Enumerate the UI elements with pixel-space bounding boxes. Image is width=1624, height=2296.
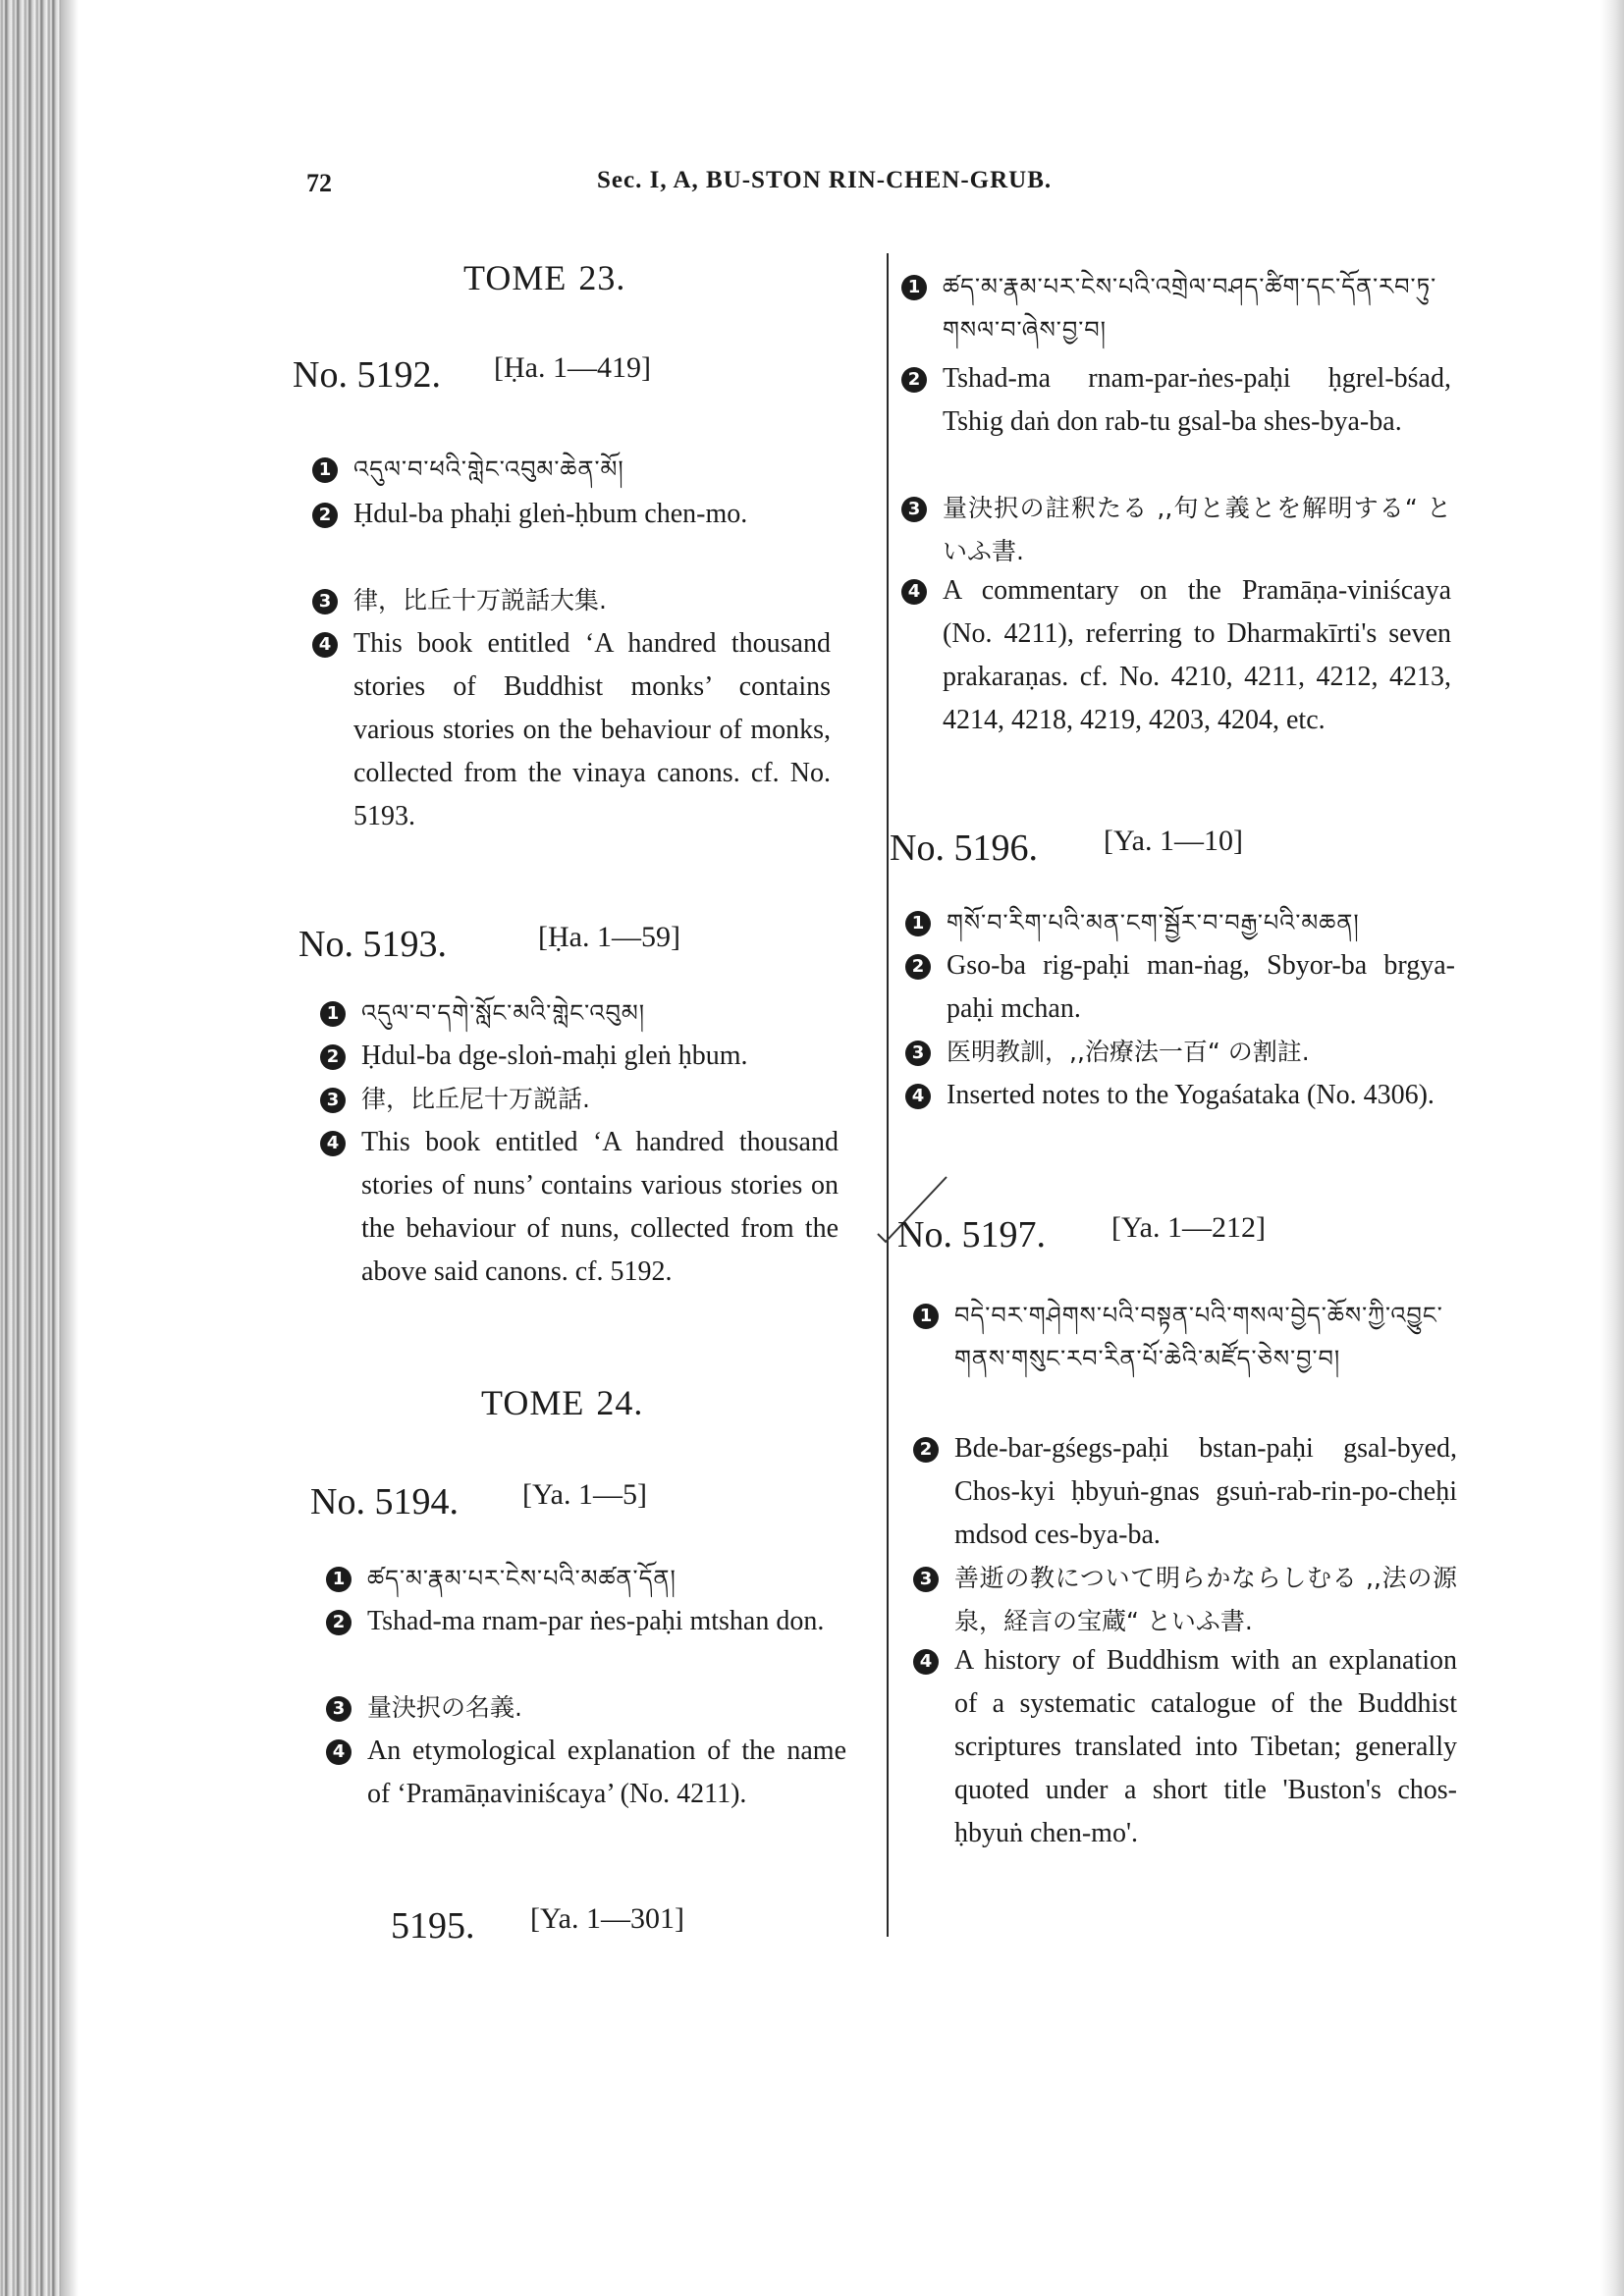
- japanese-title: 量決択の名義.: [367, 1693, 522, 1722]
- entry-5197-tibetan: [913, 1294, 1457, 1380]
- circled-2-icon: 2: [312, 503, 338, 528]
- entry-5193-heading: [298, 921, 680, 966]
- circled-2-icon: 2: [905, 954, 931, 980]
- entry-5195-transliteration: [901, 357, 1451, 444]
- entry-5192-heading: [293, 351, 651, 397]
- circled-3-icon: 3: [312, 589, 338, 614]
- entry-5197-transliteration: [913, 1427, 1457, 1557]
- entry-ref: [Ya. 1—212]: [1111, 1211, 1266, 1244]
- entry-5196-transliteration: [905, 944, 1455, 1031]
- entry-number: No. 5192.: [293, 354, 441, 396]
- circled-4-icon: 4: [913, 1649, 939, 1675]
- entry-number: No. 5194.: [310, 1481, 459, 1522]
- circled-1-icon: 1: [326, 1567, 352, 1592]
- entry-5196-heading: [890, 825, 1243, 870]
- entry-5197-english: [913, 1639, 1457, 1855]
- entry-5193-english: [320, 1121, 839, 1294]
- entry-5196-english: [905, 1074, 1455, 1117]
- circled-3-icon: 3: [901, 497, 927, 522]
- tome-label: TOME: [481, 1383, 585, 1422]
- circled-2-icon: 2: [913, 1437, 939, 1463]
- page-number: 72: [306, 169, 332, 197]
- circled-1-icon: 1: [312, 457, 338, 483]
- circled-4-icon: 4: [320, 1131, 346, 1156]
- english-description: A commentary on the Pramāṇa-viniścaya (No. 4211), referring to Dharmakīrti's seven prakaraṇas. cf. No. 4210, 4211, 4212, 4213, 4214, 4218, 4219, 4203, 4204, etc.: [943, 575, 1451, 735]
- entry-5195-japanese: [901, 487, 1451, 573]
- entry-5194-tibetan: [326, 1557, 846, 1600]
- entry-5194-transliteration: [326, 1600, 846, 1643]
- transliteration: Tshad-ma rnam-par-ṅes-paḥi ḥgrel-bśad, Tshig daṅ don rab-tu gsal-ba shes-bya-ba.: [943, 363, 1451, 437]
- entry-5197-heading: [897, 1211, 1266, 1256]
- tibetan-title: ཚད་མ་རྣམ་པར་ངེས་པའི་མཚན་དོན།: [367, 1565, 677, 1592]
- binding-gradient: [61, 0, 79, 2296]
- tome-24-heading: [481, 1382, 655, 1423]
- circled-4-icon: 4: [905, 1084, 931, 1109]
- circled-1-icon: 1: [913, 1304, 939, 1329]
- entry-5197-japanese: [913, 1557, 1457, 1643]
- entry-ref: [Ya. 1—10]: [1104, 825, 1243, 857]
- circled-2-icon: 2: [320, 1044, 346, 1070]
- circled-2-icon: 2: [901, 367, 927, 393]
- page-edge: [1600, 0, 1624, 2296]
- entry-5195-tibetan: [901, 265, 1451, 351]
- entry-number: No. 5193.: [298, 924, 447, 965]
- circled-4-icon: 4: [901, 579, 927, 605]
- circled-1-icon: 1: [901, 275, 927, 300]
- entry-ref: [Ya. 1—301]: [530, 1902, 684, 1935]
- circled-4-icon: 4: [326, 1739, 352, 1765]
- entry-number: 5195.: [391, 1905, 475, 1947]
- circled-4-icon: 4: [312, 632, 338, 658]
- english-description: This book entitled ‘A handred thousand stories of Buddhist monks’ contains various stories on the behaviour of monks, collected from the vinaya canons. cf. No. 5193.: [353, 628, 831, 831]
- entry-5195-heading: [391, 1902, 684, 1948]
- transliteration: Bde-bar-gśegs-paḥi bstan-paḥi gsal-byed, Chos-kyi ḥbyuṅ-gnas gsuṅ-rab-rin-po-cheḥi mdsod ces-bya-ba.: [954, 1433, 1457, 1550]
- entry-number: No. 5197.: [897, 1214, 1046, 1255]
- tome-number: 23.: [578, 258, 626, 297]
- entry-5193-tibetan: [320, 991, 839, 1035]
- tibetan-title: གསོ་བ་རིག་པའི་མན་ངག་སྦྱོར་བ་བརྒྱ་པའི་མཆན།: [947, 909, 1360, 936]
- circled-3-icon: 3: [913, 1567, 939, 1592]
- entry-5192-english: [312, 622, 831, 838]
- english-description: An etymological explanation of the name of ‘Pramāṇaviniścaya’ (No. 4211).: [367, 1735, 846, 1809]
- entry-ref: [Ḥa. 1—59]: [538, 921, 680, 953]
- english-description: Inserted notes to the Yogaśataka (No. 4306).: [947, 1080, 1435, 1110]
- tome-label: TOME: [463, 258, 568, 297]
- english-description: A history of Buddhism with an explanation of a systematic catalogue of the Buddhist scriptures translated into Tibetan; generally quoted under a short title 'Buston's chos-ḥbyuṅ chen-mo'.: [954, 1645, 1457, 1848]
- transliteration: Tshad-ma rnam-par ṅes-paḥi mtshan don.: [367, 1606, 825, 1636]
- entry-5194-heading: [310, 1478, 647, 1523]
- tibetan-title: འདུལ་བ་ཕའི་གླེང་འབུམ་ཆེན་མོ།: [353, 455, 624, 483]
- entry-ref: [Ḥa. 1—419]: [494, 351, 651, 384]
- circled-3-icon: 3: [326, 1696, 352, 1722]
- entry-number: No. 5196.: [890, 828, 1038, 869]
- entry-5196-tibetan: [905, 901, 1455, 944]
- entry-5192-transliteration: [312, 493, 831, 536]
- circled-1-icon: 1: [320, 1001, 346, 1027]
- tibetan-title: བདེ་བར་གཤེགས་པའི་བསྟན་པའི་གསལ་བྱེད་ཆོས་ཀྱི་འབྱུང་གནས་གསུང་རབ་རིན་པོ་ཆེའི་མཛོད་ཅེས་བྱ་བ།: [954, 1302, 1443, 1372]
- binding-shadow: [0, 0, 61, 2296]
- japanese-title: 善逝の教について明らかならしむる ,,法の源泉，経言の宝蔵“ といふ書.: [954, 1564, 1457, 1635]
- transliteration: Ḥdul-ba phaḥi gleṅ-ḥbum chen-mo.: [353, 499, 748, 529]
- circled-1-icon: 1: [905, 911, 931, 936]
- entry-5194-japanese: [326, 1686, 846, 1730]
- tibetan-title: ཚད་མ་རྣམ་པར་ངེས་པའི་འགྲེལ་བཤད་ཚིག་དང་དོན་རབ་ཏུ་གསལ་བ་ཞེས་བྱ་བ།: [943, 273, 1437, 344]
- entry-5193-transliteration: [320, 1035, 839, 1078]
- tome-number: 24.: [596, 1383, 644, 1422]
- circled-3-icon: 3: [905, 1041, 931, 1066]
- transliteration: Gso-ba rig-paḥi man-ṅag, Sbyor-ba brgya-paḥi mchan.: [947, 950, 1455, 1024]
- entry-5192-tibetan: [312, 448, 831, 491]
- tibetan-title: འདུལ་བ་དགེ་སློང་མའི་གླེང་འབུམ།: [361, 999, 646, 1027]
- column-divider: [887, 253, 889, 1937]
- circled-2-icon: 2: [326, 1610, 352, 1635]
- entry-5196-japanese: [905, 1031, 1455, 1074]
- circled-3-icon: 3: [320, 1088, 346, 1113]
- running-header: Sec. I, A, BU-STON RIN-CHEN-GRUB.: [597, 167, 1053, 193]
- japanese-title: 医明教訓，,,治療法一百“ の割註.: [947, 1038, 1310, 1066]
- transliteration: Ḥdul-ba dge-sloṅ-maḥi gleṅ ḥbum.: [361, 1041, 748, 1071]
- entry-5192-japanese: [312, 579, 831, 622]
- japanese-title: 律，比丘十万説話大集.: [353, 586, 607, 614]
- entry-ref: [Ya. 1—5]: [522, 1478, 647, 1511]
- japanese-title: 量決択の註釈たる ,,句と義とを解明する“ といふ書.: [943, 494, 1451, 565]
- entry-5195-english: [901, 569, 1451, 742]
- entry-5194-english: [326, 1730, 846, 1816]
- japanese-title: 律，比丘尼十万説話.: [361, 1085, 590, 1113]
- entry-5193-japanese: [320, 1078, 839, 1121]
- english-description: This book entitled ‘A handred thousand stories of nuns’ contains various stories on the behaviour of nuns, collected from the above said canons. cf. 5192.: [361, 1127, 839, 1287]
- tome-23-heading: [463, 257, 637, 298]
